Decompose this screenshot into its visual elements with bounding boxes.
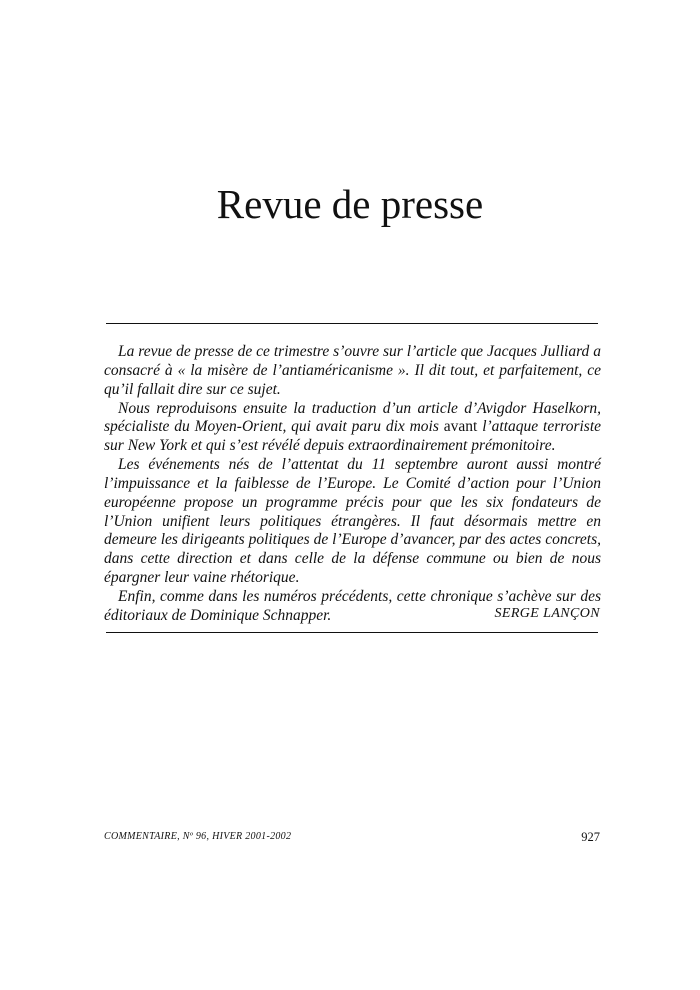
top-divider xyxy=(106,323,598,324)
intro-paragraph-1: La revue de presse de ce trimestre s’ouvre sur l’article que Jacques Julliard a consacré à « la misère de l’antiaméricanisme ». Il dit tout, et parfaitement, ce qu’il fallait dire sur ce sujet. xyxy=(104,343,601,398)
author-signature: SERGE LANÇON xyxy=(494,606,600,621)
intro-paragraph-2 xyxy=(104,400,601,457)
page-title: Revue de presse xyxy=(216,181,484,227)
intro-paragraph-4: Enfin, comme dans les numéros précédents, cette chronique s’achève sur des éditoriaux de Dominique Schnapper. xyxy=(104,587,601,624)
intro-paragraph-2-start: Nous reproduisons ensuite la traduction d’un article d’Avigdor Haselkorn, spécialiste du Moyen-Orient, qui avait paru dix mois xyxy=(104,399,601,436)
page-number: 927 xyxy=(581,830,600,844)
intro-text xyxy=(104,343,601,626)
intro-paragraph-3: Les événements nés de l’attentat du 11 septembre auront aussi montré l’impuissance et la faiblesse de l’Europe. Le Comité d’action pour l’Union européenne propose un programme précis pour que les six fondateurs de l’Union unifient leurs politiques étrangères. Il faut désormais mettre en demeure les dirigeants politiques de l’Europe d’avancer, par des actes concrets, dans cette direction et dans celle de la défense commune ou bien de nous épargner leur vaine rhétorique. xyxy=(104,456,601,587)
emphasis-word: avant xyxy=(443,418,478,436)
page-footer xyxy=(104,831,600,847)
journal-citation: COMMENTAIRE, Nº 96, HIVER 2001-2002 xyxy=(104,831,292,842)
intro-paragraph-2-end: l’attaque terroriste sur New York et qui s’est révélé depuis extraordinairement prémonitoire. xyxy=(104,418,602,455)
bottom-divider xyxy=(106,632,598,633)
